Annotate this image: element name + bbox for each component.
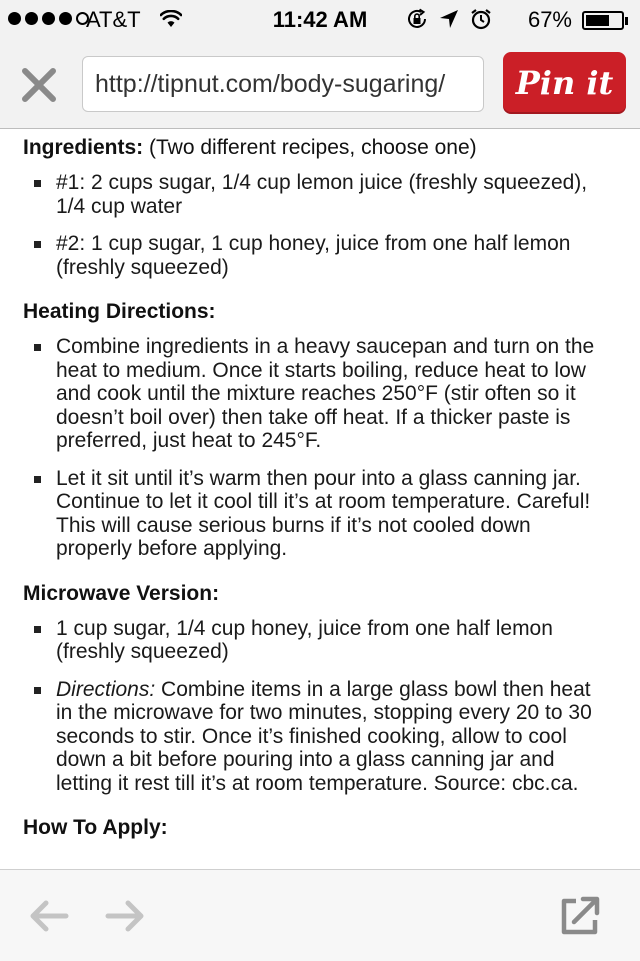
list-item: [0, 617, 640, 664]
pin-it-button[interactable]: Pin it: [503, 52, 626, 114]
article-content[interactable]: [0, 129, 640, 869]
apply-heading: [0, 809, 640, 841]
ingredients-list: [0, 171, 640, 279]
bullet: [34, 687, 41, 694]
back-arrow-icon[interactable]: [26, 894, 70, 938]
list-item: [0, 171, 640, 218]
alarm-icon: [470, 8, 492, 30]
ingredients-heading: [0, 129, 640, 161]
battery-percent: 67%: [527, 7, 572, 32]
status-bar: [0, 0, 640, 40]
url-field[interactable]: http://tipnut.com/body-sugaring/: [82, 56, 484, 112]
list-item: [0, 335, 640, 453]
battery-tip: [625, 17, 628, 25]
battery-icon: [582, 11, 624, 30]
microwave-list: [0, 617, 640, 796]
bottom-toolbar: [0, 869, 640, 961]
bullet: [34, 344, 41, 351]
list-item-text: #2: 1 cup sugar, 1 cup honey, juice from one half lemon (freshly squeezed): [56, 232, 571, 279]
heating-heading: [0, 293, 640, 325]
bullet: [34, 241, 41, 248]
microwave-heading-label: Microwave Version:: [23, 581, 220, 605]
heating-heading-label: Heating Directions:: [23, 300, 216, 323]
list-item: [0, 467, 640, 561]
bullet: [34, 476, 41, 483]
directions-label: Directions:: [56, 677, 156, 701]
battery-fill: [586, 15, 609, 26]
ingredients-note: (Two different recipes, choose one): [143, 136, 477, 159]
heating-list: [0, 335, 640, 561]
list-item-text: Combine ingredients in a heavy saucepan and turn on the heat to medium. Once it starts boiling, reduce heat to low and cook until the mixture reaches 250°F (stir often so it doesn’t boil over) then take off heat. If a thicker paste is preferred, just heat to 245°F.: [56, 335, 595, 452]
forward-arrow-icon[interactable]: [104, 894, 148, 938]
close-icon[interactable]: [20, 66, 58, 104]
apply-heading-label: How To Apply:: [23, 816, 168, 839]
list-item-text: Combine items in a large glass bowl then heat in the microwave for two minutes, stopping every 20 to 30 seconds to stir. Once it’s finished cooking, allow to cool down a bit before pouring into a glass canning jar and letting it rest till it’s at room temperature. Source: cbc.ca.: [56, 677, 592, 795]
list-item: [0, 678, 640, 796]
status-time: 11:42 AM: [272, 7, 368, 32]
list-item-text: #1: 2 cups sugar, 1/4 cup lemon juice (freshly squeezed), 1/4 cup water: [56, 171, 588, 218]
carrier-name: AT&T: [86, 7, 141, 32]
list-item: [0, 232, 640, 279]
bullet: [34, 626, 41, 633]
list-item-text: Let it sit until it’s warm then pour into a glass canning jar. Continue to let it cool till it’s at room temperature. Careful! This will cause serious burns if it’s not cooled down properly before applying.: [56, 466, 591, 560]
bullet: [34, 180, 41, 187]
location-arrow-icon: [438, 8, 460, 30]
browser-url-bar: [0, 40, 640, 129]
share-icon[interactable]: [558, 894, 602, 938]
rotation-lock-icon: [406, 8, 428, 30]
list-item-text: 1 cup sugar, 1/4 cup honey, juice from one half lemon (freshly squeezed): [56, 616, 553, 663]
microwave-heading: [0, 575, 640, 607]
ingredients-heading-label: Ingredients:: [23, 136, 144, 159]
